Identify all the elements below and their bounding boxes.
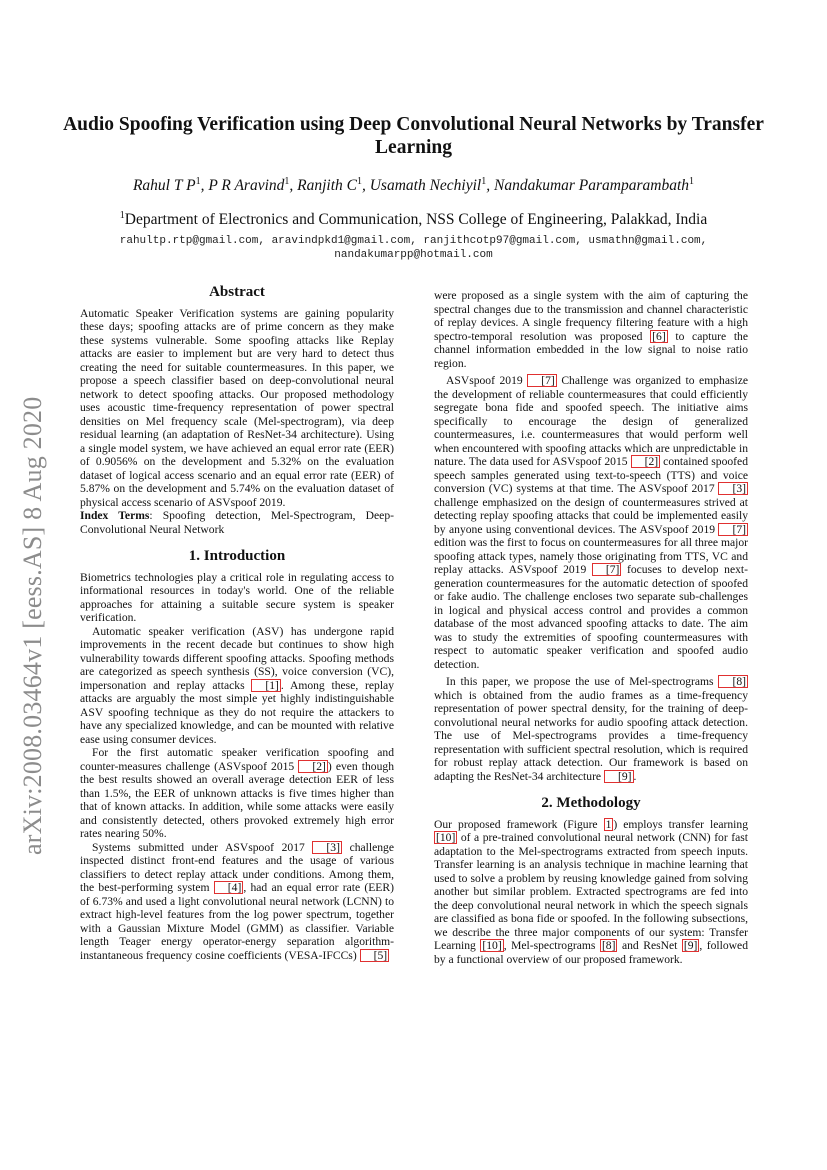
- author-affil-mark: 1: [356, 176, 362, 187]
- citation-link[interactable]: [1]: [251, 679, 281, 692]
- text-run: .: [633, 769, 637, 783]
- text-run: For the first automatic speaker verification spoofing and counter-measures challenge (ASVspoof 2015: [80, 746, 394, 773]
- index-terms-label: Index Terms: [80, 509, 150, 522]
- email-line-2: nandakumarpp@hotmail.com: [334, 249, 493, 261]
- text-run: , followed by a functional overview of our proposed framework.: [434, 939, 748, 966]
- arxiv-stamp: arXiv:2008.03464v1 [eess.AS] 8 Aug 2020: [18, 396, 47, 855]
- author: P R Aravind: [208, 177, 285, 195]
- intro-paragraph: [80, 841, 394, 963]
- methodology-paragraph: [434, 818, 748, 967]
- citation-link[interactable]: [2]: [298, 760, 328, 773]
- intro-paragraph: Biometrics technologies play a critical role in regulating access to informational resources in today's world. One of the reliable approaches for attaining a suitable secure system is speaker verification.: [80, 570, 394, 624]
- text-run: contained spoofed speech samples generated using text-to-speech (TTS) and voice conversion (VC) systems at that time. The ASVspoof 2017: [434, 455, 748, 495]
- text-run: , Mel-spectrograms: [503, 939, 600, 952]
- author: Rahul T P: [132, 177, 196, 195]
- intro-paragraph: [434, 374, 748, 671]
- text-run: Challenge was organized to emphasize the development of reliable countermeasures that could efficiently segregate bona fide and spoofed speech. The initiative aims specifically to encourage the design of generalized countermeasures, i.e. countermeasures that would perform well when encountered with spoofing attacks which are unpredictable in nature. The data used for ASVspoof 2015: [434, 374, 748, 468]
- text-run: of a pre-trained convolutional neural network (CNN) for fast adaptation to the Mel-spectrograms extracted from speech inputs. Transfer learning is an analysis technique in machine learning that used to solve a problem by reusing knowledge gained from solving another but similar problem. Extracted spectrograms are fed into the deep convolutional neural network in which the speech signals are classified as bona fide or spoofed. In the following subsections, we describe the three major components of our system: Transfer Learning: [434, 831, 748, 952]
- citation-link[interactable]: [7]: [592, 563, 622, 576]
- email-line-1: rahultp.rtp@gmail.com, aravindpkd1@gmail.com, ranjithcotp97@gmail.com, usmathn@gmail.com,: [119, 235, 708, 247]
- abstract-text: Automatic Speaker Verification systems are gaining popularity these days; spoofing attacks are of prime concern as they make these systems vulnerable. Some spoofing attacks like Replay attacks are easier to implement but are very hard to detect thus creating the need for suitable countermeasures. In this paper, we propose a speech classifier based on deep-convolutional neural network to detect spoofing attacks. Our proposed methodology uses acoustic time-frequency representation of power spectral densities on Mel frequency scale (Mel-spectrogram), via deep residual learning (an adaptation of ResNet-34 architecture). Using a single model system, we have achieved an equal error rate (EER) of 0.9056% on the development and 5.32% on the evaluation dataset of logical access scenario and an equal error rate (EER) of 5.87% on the development and 5.74% on the evaluation dataset of physical access scenario of ASVspoof 2019.: [80, 306, 394, 509]
- text-run: In this paper, we propose the use of Mel-spectrograms: [446, 675, 719, 688]
- text-run: , had an equal error rate (EER) of 6.73% and used a light convolutional neural network (LCNN) to extract high-level features from the log power spectrum, together with a Gaussian Mixture Model (GMM) as classifier. Variable length Teager energy operator-energy separation algorithm-instantaneous frequency cosine coefficients (VESA-IFCCs): [80, 881, 394, 962]
- citation-link[interactable]: [9]: [683, 939, 698, 952]
- text-run: ) employs transfer learning: [613, 817, 749, 831]
- text-run: were proposed as a single system with the aim of capturing the spectral changes due to the transmission and channel characteristic of replay devices. A single frequency filtering feature with a high spectro-temporal resolution was proposed: [434, 289, 748, 343]
- figure-link[interactable]: 1: [605, 817, 612, 831]
- text-run: ) even though the best results showed an overall average detection EER of less than 1.5%, the EER of unknown attacks is five times higher than that of known attacks. In addition, while some attacks were easily and consistently detected, others provoked extremely high error rates nearing 50%.: [80, 759, 394, 840]
- methodology-heading: 2. Methodology: [541, 795, 641, 811]
- right-column: [434, 289, 748, 966]
- text-run: challenge inspected distinct front-end features and the usage of various classifiers to detect replay attack under conditions. Among them, the best-performing system: [80, 840, 394, 894]
- citation-link[interactable]: [8]: [718, 675, 748, 688]
- text-run: ASVspoof 2019: [446, 374, 528, 387]
- index-terms: [80, 509, 394, 536]
- index-terms-text: : Spoofing detection, Mel-Spectrogram, Deep-Convolutional Neural Network: [80, 509, 394, 536]
- text-run: to capture the channel information embedded in the low signal to noise ratio region.: [434, 329, 749, 370]
- affil-mark: 1: [119, 210, 125, 221]
- author-affil-mark: 1: [195, 176, 201, 187]
- citation-link[interactable]: [9]: [604, 770, 634, 783]
- author: Ranjith C: [297, 177, 357, 195]
- text-run: . Among these, replay attacks are arguably the most simple yet highly indistinguishable ASV spoofing technique as they do not require the attackers to have any specialized knowledge, and can be mounted with relative ease using consumer devices.: [80, 678, 394, 746]
- citation-link[interactable]: [10]: [436, 831, 456, 844]
- citation-link[interactable]: [2]: [631, 455, 661, 468]
- abstract-heading: Abstract: [209, 284, 265, 300]
- text-run: challenge emphasized on the design of countermeasures strived at detecting replay spoofing attacks that could be implemented easily by anyone using conventional devices. The ASVspoof 2019: [434, 495, 748, 536]
- intro-paragraph-continued: [434, 289, 748, 370]
- text-run: Our proposed framework (Figure: [434, 817, 604, 831]
- text-run: and ResNet: [617, 939, 682, 952]
- citation-link[interactable]: [10]: [482, 939, 502, 952]
- affil-text: Department of Electronics and Communication, NSS College of Engineering, Palakkad, India: [124, 211, 708, 229]
- paper-title: Audio Spoofing Verification using Deep Convolutional Neural Networks by Transfer Learning: [63, 114, 764, 158]
- citation-link[interactable]: [5]: [360, 949, 390, 962]
- author-affil-mark: 1: [481, 176, 487, 187]
- affiliation: [40, 210, 787, 229]
- citation-link[interactable]: [7]: [718, 523, 748, 536]
- text-run: edition was the first to focus on countermeasures for all three major spoofing attack types, namely those originating from TTS, VC and replay attacks. ASVspoof 2019: [434, 536, 748, 576]
- author-affil-mark: 1: [284, 176, 290, 187]
- citation-link[interactable]: [3]: [718, 482, 748, 495]
- intro-paragraph: [434, 675, 748, 783]
- author: Nandakumar Paramparambath: [493, 177, 690, 195]
- citation-link[interactable]: [7]: [527, 374, 557, 387]
- author-list: Rahul T $P^1$, P R Aravind$^1$, Ranjith $C^1$, Usamath Nechiyil$^1$, Nandakumar Paramparambath$^1$: [132, 176, 695, 195]
- email-list: [60, 234, 767, 262]
- author-affil-mark: 1: [689, 176, 695, 187]
- intro-heading: 1. Introduction: [188, 548, 286, 564]
- text-run: Systems submitted under ASVspoof 2017: [92, 840, 313, 854]
- citation-link[interactable]: [8]: [601, 939, 616, 952]
- citation-link[interactable]: [3]: [312, 841, 342, 854]
- text-run: Automatic speaker verification (ASV) has undergone rapid improvements in the recent decade but continues to show high vulnerability towards different spoofing attacks. Spoofing methods are categorized as speech synthesis (SS), voice conversion (VC), impersonation and replay attacks: [80, 624, 394, 692]
- text-run: focuses to develop next-generation countermeasures for the automatic detection of spoofed or fake audio. The challenge encloses two separate sub-challenges in logical and physical access control and provides a common database of the most advanced spoofing attacks to date. The aim was to study the extremities of spoofing countermeasures with respect to automatic speaker verification and spoofed audio detection.: [434, 563, 748, 671]
- intro-paragraph: [80, 746, 394, 841]
- citation-link[interactable]: [4]: [214, 881, 244, 894]
- citation-link[interactable]: [6]: [652, 329, 666, 343]
- author: Usamath Nechiyil: [369, 177, 482, 195]
- intro-paragraph: [80, 625, 394, 747]
- left-column: [80, 286, 394, 962]
- text-run: which is obtained from the audio frames as a time-frequency representation of power spectral density, for the training of deep-convolutional neural networks for audio spoofing attack detection. The use of Mel-spectrograms provides a time-frequency representation with sufficient spectral resolution, which is required for robust replay attack detection. Our framework is based on adapting the ResNet-34 architecture: [434, 688, 748, 783]
